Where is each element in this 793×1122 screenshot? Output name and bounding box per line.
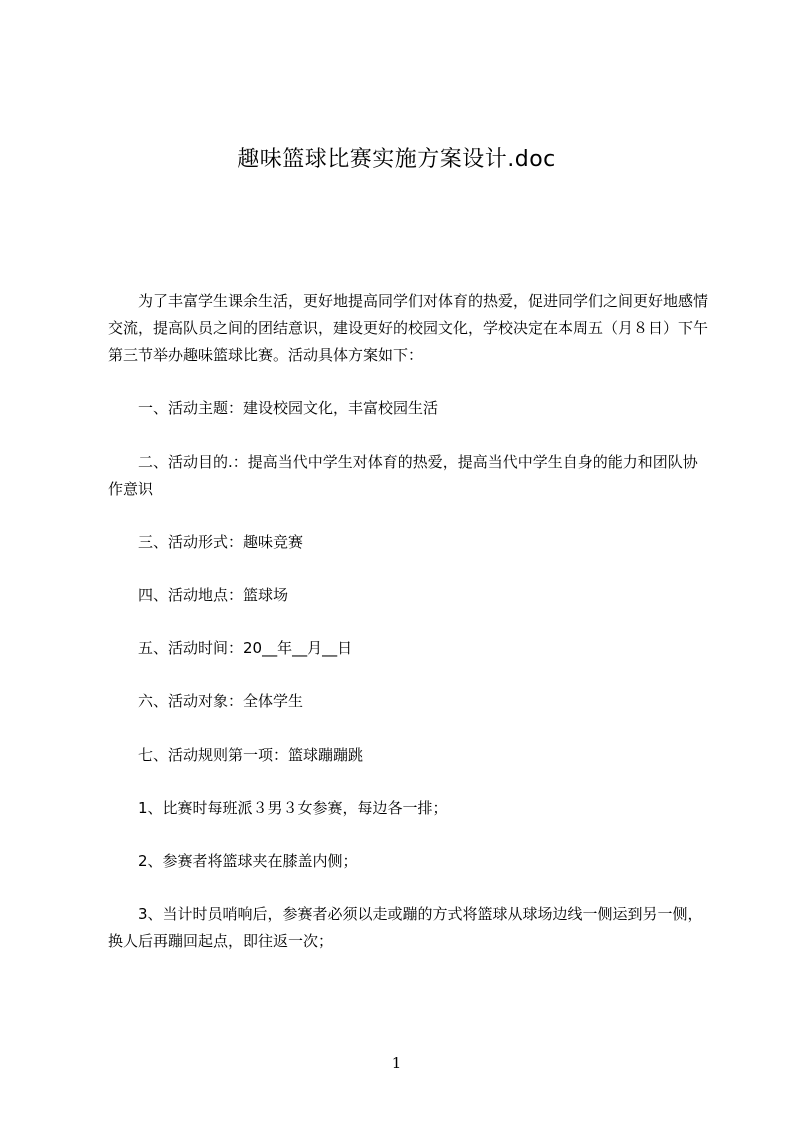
page-number: 1: [391, 1054, 402, 1072]
rule-2: 2、参赛者将篮球夹在膝盖内侧；: [138, 852, 358, 870]
item-theme: 一、活动主题：建设校园文化，丰富校园生活: [138, 399, 439, 417]
item-rules-heading: 七、活动规则第一项：篮球蹦蹦跳: [138, 746, 364, 764]
item-time: 五、活动时间：20__年__月__日: [138, 639, 353, 657]
document-title: 趣味篮球比赛实施方案设计.doc: [237, 147, 556, 172]
rule-3: 3、当计时员哨响后，参赛者必须以走或蹦的方式将篮球从球场边线一侧运到另一侧，换人后再蹦回起点，即往返一次；: [108, 905, 703, 950]
item-form: 三、活动形式：趣味竞赛: [138, 533, 304, 551]
item-location: 四、活动地点：篮球场: [138, 586, 289, 604]
item-audience: 六、活动对象：全体学生: [138, 692, 304, 710]
item-purpose: 二、活动目的.：提高当代中学生对体育的热爱，提高当代中学生自身的能力和团队协作意识: [108, 453, 698, 498]
rule-1: 1、比赛时每班派３男３女参赛，每边各一排；: [138, 799, 448, 817]
intro-paragraph: 为了丰富学生课余生活，更好地提高同学们对体育的热爱，促进同学们之间更好地感情交流，提高队员之间的团结意识，建设更好的校园文化，学校决定在本周五（月８日）下午第三节举办趣味篮球比赛。活动具体方案如下：: [108, 292, 709, 364]
